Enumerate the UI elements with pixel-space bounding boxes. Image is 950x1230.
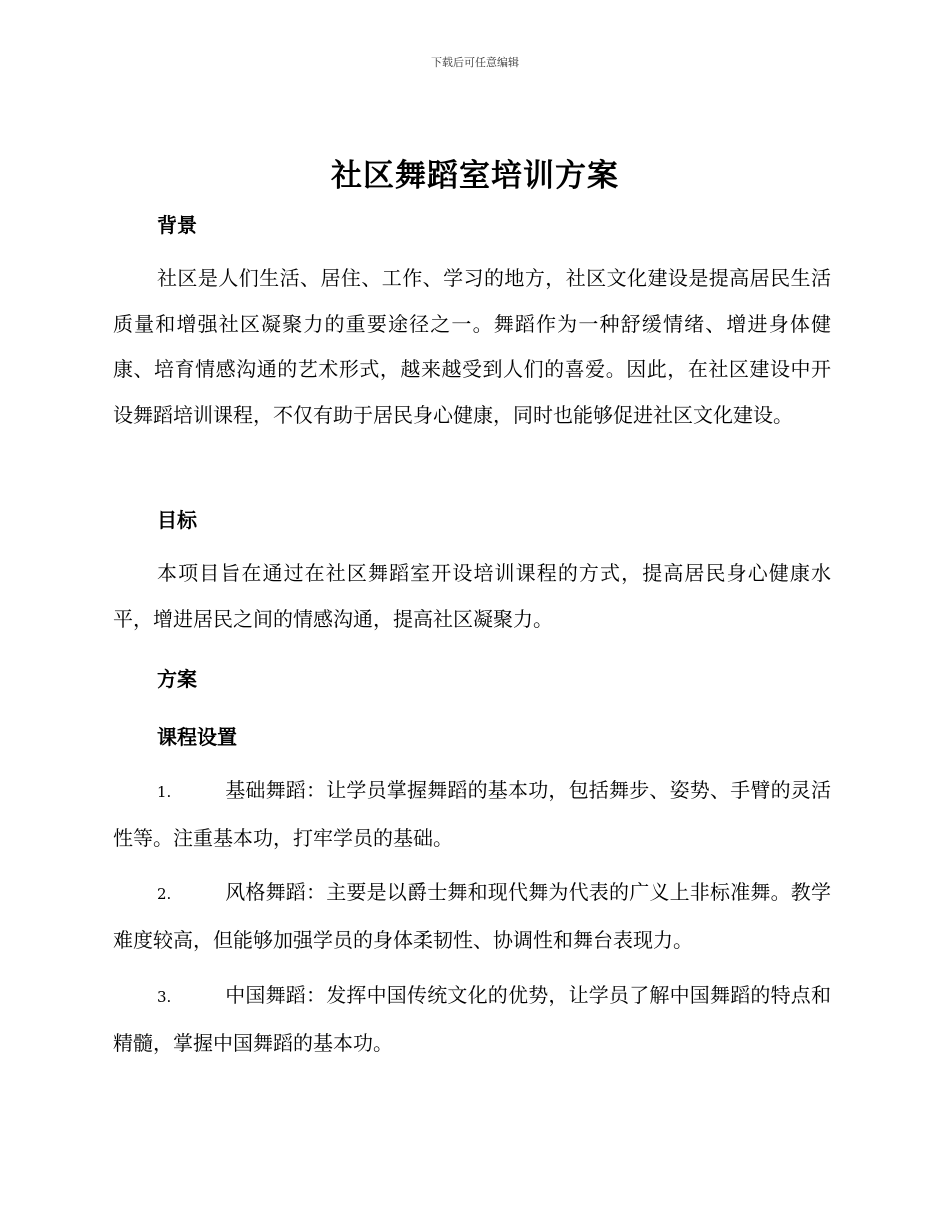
heading-courses: 课程设置 bbox=[157, 725, 237, 749]
document-title: 社区舞蹈室培训方案 bbox=[331, 158, 619, 194]
list-item-text: 基础舞蹈：让学员掌握舞蹈的基本功，包括舞步、姿势、手臂的灵活性等。注重基本功，打牢学员的基础。 bbox=[113, 778, 831, 850]
paragraph-background: 社区是人们生活、居住、工作、学习的地方，社区文化建设是提高居民生活质量和增强社区凝聚力的重要途径之一。舞蹈作为一种舒缓情绪、增进身体健康、培育情感沟通的艺术形式，越来越受到人们的喜爱。因此，在社区建设中开设舞蹈培训课程，不仅有助于居民身心健康，同时也能够促进社区文化建设。 bbox=[113, 266, 831, 427]
list-item-number: 1. bbox=[157, 783, 172, 801]
list-item-text: 中国舞蹈：发挥中国传统文化的优势，让学员了解中国舞蹈的特点和精髓，掌握中国舞蹈的基本功。 bbox=[113, 983, 831, 1055]
heading-background: 背景 bbox=[157, 213, 197, 237]
paragraph-goal: 本项目旨在通过在社区舞蹈室开设培训课程的方式，提高居民身心健康水平，增进居民之间的情感沟通，提高社区凝聚力。 bbox=[113, 561, 831, 631]
heading-goal: 目标 bbox=[157, 508, 197, 532]
list-item bbox=[113, 869, 831, 963]
header-note: 下载后可任意编辑 bbox=[431, 56, 519, 69]
heading-plan: 方案 bbox=[157, 667, 197, 691]
list-item-number: 2. bbox=[157, 885, 172, 903]
list-item-number: 3. bbox=[157, 988, 172, 1006]
list-item bbox=[113, 972, 831, 1066]
list-item bbox=[113, 767, 831, 861]
list-item-text: 风格舞蹈：主要是以爵士舞和现代舞为代表的广义上非标准舞。教学难度较高，但能够加强学员的身体柔韧性、协调性和舞台表现力。 bbox=[113, 880, 831, 952]
